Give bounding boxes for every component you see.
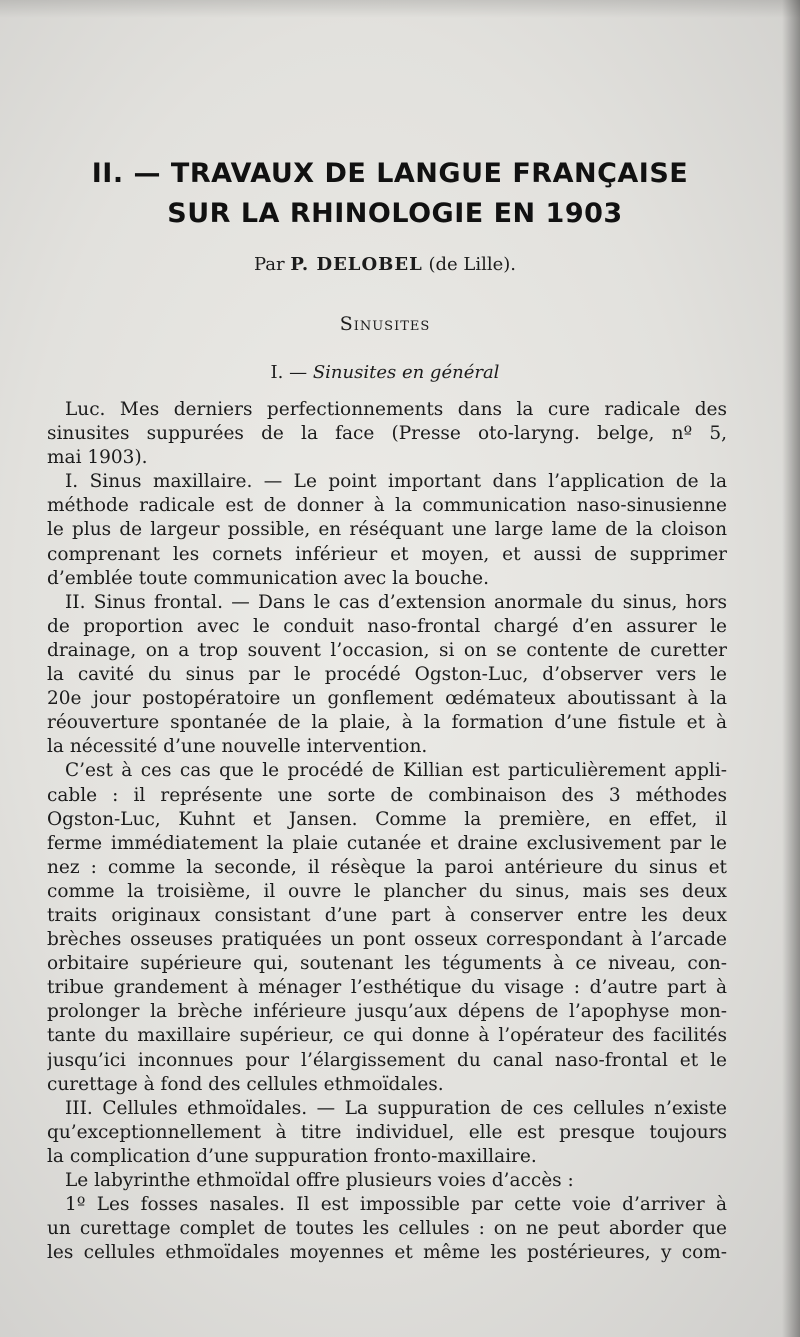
text-line: jusqu’ici inconnues pour l’élargissement du canal naso-frontal et le xyxy=(47,1049,727,1071)
text-line: le plus de largeur possible, en réséquant une large lame de la cloison xyxy=(47,519,727,541)
text-line: tribue grandement à ménager l’esthétique du visage : d’autre part à xyxy=(47,977,727,999)
text-line: sinusites suppurées de la face (Presse oto-laryng. belge, nº 5, xyxy=(47,423,727,445)
text-line: réouverture spontanée de la plaie, à la formation d’une fistule et à xyxy=(47,712,727,734)
text-line: prolonger la brèche inférieure jusqu’aux dépens de l’apophyse mon- xyxy=(47,1001,727,1023)
text-line: traits originaux consistant d’une part à conserver entre les deux xyxy=(47,904,727,926)
text-line: la nécessité d’une nouvelle intervention. xyxy=(47,736,428,758)
text-line: la cavité du sinus par le procédé Ogston-Luc, d’observer vers le xyxy=(47,664,727,686)
text-line: ferme immédiatement la plaie cutanée et draine exclusivement par le xyxy=(47,832,727,854)
author-byline xyxy=(0,254,770,275)
text-line: brèches osseuses pratiquées un pont osseux correspondant à l’arcade xyxy=(47,929,727,951)
text-line: Luc. Mes derniers perfectionnements dans la cure radicale des xyxy=(65,399,727,420)
text-line: orbitaire supérieure qui, soutenant les téguments à ce niveau, con- xyxy=(47,953,727,975)
body-text xyxy=(47,398,727,1265)
text-line: mai 1903). xyxy=(47,447,148,469)
text-line: les cellules ethmoïdales moyennes et même les postérieures, y com- xyxy=(47,1242,727,1264)
text-line: Le labyrinthe ethmoïdal offre plusieurs voies d’accès : xyxy=(65,1170,574,1191)
text-line: I. Sinus maxillaire. — Le point important dans l’application de la xyxy=(65,471,727,493)
text-line: Ogston-Luc, Kuhnt et Jansen. Comme la première, en effet, il xyxy=(47,808,727,830)
text-line: curettage à fond des cellules ethmoïdales. xyxy=(47,1073,444,1095)
text-line: nez : comme la seconde, il résèque la paroi antérieure du sinus et xyxy=(47,856,727,878)
page-shadow-top xyxy=(0,0,800,18)
text-line: la complication d’une suppuration fronto-maxillaire. xyxy=(47,1145,537,1167)
subsection-heading xyxy=(0,362,770,383)
chapter-title-line-1: II. — TRAVAUX DE LANGUE FRANÇAISE xyxy=(91,158,689,189)
text-line: cable : il représente une sorte de combinaison des 3 méthodes xyxy=(47,784,727,806)
text-line: C’est à ces cas que le procédé de Killian est particulièrement appli- xyxy=(65,760,727,782)
author-location: (de Lille). xyxy=(428,254,516,275)
text-line: 20e jour postopératoire un gonflement œdémateux aboutissant à la xyxy=(47,688,727,710)
subsection-title: Sinusites en général xyxy=(312,362,500,383)
chapter-title-line-2: SUR LA RHINOLOGIE EN 1903 xyxy=(167,198,623,229)
text-line: d’emblée toute communication avec la bouche. xyxy=(47,567,490,589)
text-line: méthode radicale est de donner à la communication naso-sinusienne xyxy=(47,495,727,517)
text-line: qu’exceptionnellement à titre individuel, elle est presque toujours xyxy=(47,1121,727,1143)
text-line: de proportion avec le conduit naso-frontal chargé d’en assurer le xyxy=(47,615,727,637)
byline-prefix: Par xyxy=(254,254,285,275)
text-line: II. Sinus frontal. — Dans le cas d’extension anormale du sinus, hors xyxy=(65,591,727,613)
text-line: drainage, on a trop souvent l’occasion, si on se contente de curetter xyxy=(47,639,727,661)
text-line: comprenant les cornets inférieur et moyen, et aussi de supprimer xyxy=(47,543,727,565)
section-heading: Sinusites xyxy=(339,313,431,335)
text-line: un curettage complet de toutes les cellules : on ne peut aborder que xyxy=(47,1218,727,1240)
text-line: 1º Les fosses nasales. Il est impossible par cette voie d’arriver à xyxy=(65,1194,727,1216)
text-line: tante du maxillaire supérieur, ce qui donne à l’opérateur des facilités xyxy=(47,1025,727,1047)
text-line: comme la troisième, il ouvre le plancher du sinus, mais ses deux xyxy=(47,880,727,902)
text-line: III. Cellules ethmoïdales. — La suppuration de ces cellules n’existe xyxy=(65,1097,727,1119)
author-name: P. DELOBEL xyxy=(290,254,423,275)
subsection-number: I. — xyxy=(270,362,308,383)
page-shadow-right xyxy=(782,0,800,1337)
